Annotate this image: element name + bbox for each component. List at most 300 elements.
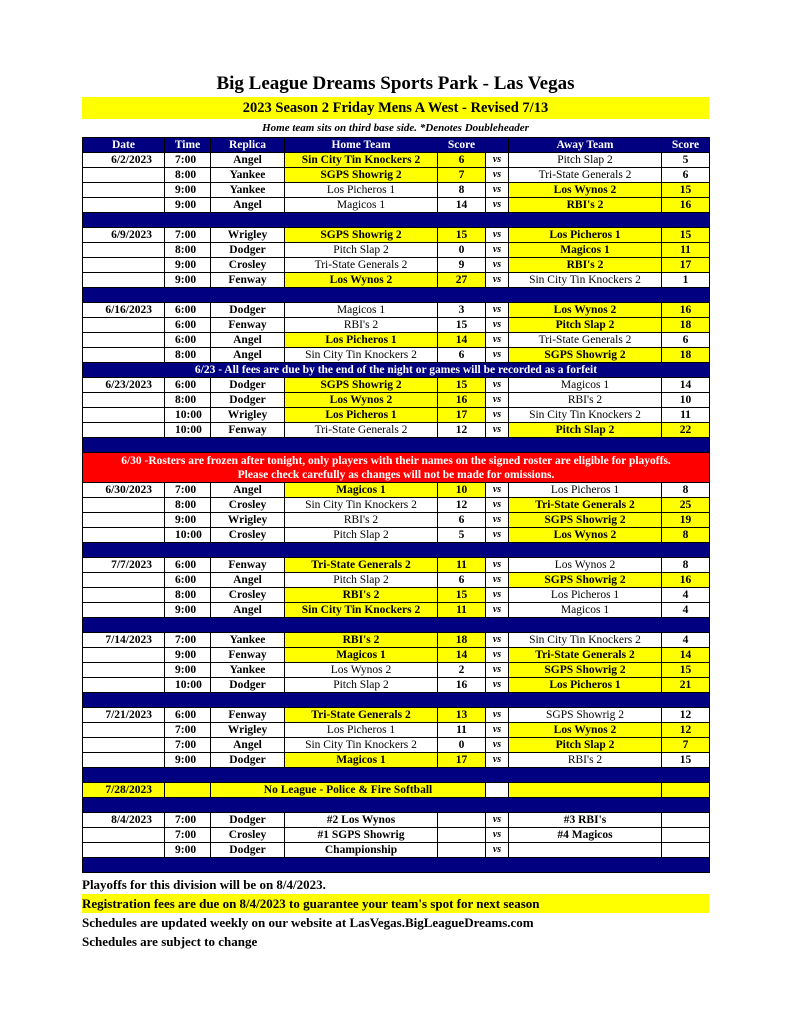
- page-title: Big League Dreams Sports Park - Las Vegas: [216, 73, 575, 94]
- home-team: Magicos 1: [285, 483, 438, 498]
- away-team: Pitch Slap 2: [509, 738, 662, 753]
- away-team: Pitch Slap 2: [509, 318, 662, 333]
- playoff-away: #4 Magicos: [509, 828, 662, 843]
- game-row: [83, 663, 710, 678]
- playoff-home: #1 SGPS Showrig: [285, 828, 438, 843]
- game-time: 9:00: [165, 603, 211, 618]
- game-time: 6:00: [165, 573, 211, 588]
- playoff-time: 7:00: [165, 828, 211, 843]
- no-league-away: [509, 783, 662, 798]
- away-score: 8: [662, 558, 710, 573]
- week-divider: [83, 798, 710, 813]
- week-divider: [83, 693, 710, 708]
- home-score: 14: [438, 333, 486, 348]
- vs-label: vs: [486, 483, 509, 498]
- game-date: [83, 423, 165, 438]
- game-row: [83, 678, 710, 693]
- away-score: 21: [662, 678, 710, 693]
- header-away-team: Away Team: [509, 138, 662, 153]
- game-time: 9:00: [165, 198, 211, 213]
- away-team: Los Wynos 2: [509, 528, 662, 543]
- change-note: Schedules are subject to change: [82, 934, 258, 949]
- playoffs-note: Playoffs for this division will be on 8/4/2023.: [82, 877, 326, 892]
- home-score: 15: [438, 378, 486, 393]
- away-team: Tri-State Generals 2: [509, 648, 662, 663]
- home-team: RBI's 2: [285, 318, 438, 333]
- vs-label: vs: [486, 828, 509, 843]
- game-time: 6:00: [165, 708, 211, 723]
- game-field: Yankee: [211, 168, 285, 183]
- game-date: 6/30/2023: [83, 483, 165, 498]
- game-row: [83, 708, 710, 723]
- vs-label: vs: [486, 168, 509, 183]
- game-row: [83, 153, 710, 168]
- header-replica: Replica: [211, 138, 285, 153]
- game-date: [83, 243, 165, 258]
- away-team: SGPS Showrig 2: [509, 513, 662, 528]
- home-team: Magicos 1: [285, 303, 438, 318]
- fees-notice-text: [83, 363, 710, 378]
- game-field: Yankee: [211, 633, 285, 648]
- home-score: 11: [438, 558, 486, 573]
- game-row: [83, 588, 710, 603]
- game-date: [83, 258, 165, 273]
- game-time: 9:00: [165, 258, 211, 273]
- playoff-field: Dodger: [211, 843, 285, 858]
- game-date: 6/23/2023: [83, 378, 165, 393]
- registration-note: Registration fees are due on 8/4/2023 to guarantee your team's spot for next season: [82, 894, 709, 913]
- away-team: Los Wynos 2: [509, 303, 662, 318]
- away-score: 11: [662, 243, 710, 258]
- game-row: [83, 528, 710, 543]
- vs-label: vs: [486, 423, 509, 438]
- game-field: Fenway: [211, 318, 285, 333]
- home-team: Los Picheros 1: [285, 408, 438, 423]
- no-league-vs: [486, 783, 509, 798]
- game-date: [83, 318, 165, 333]
- week-divider: [83, 438, 710, 453]
- game-row: [83, 738, 710, 753]
- week-divider: [83, 213, 710, 228]
- vs-label: vs: [486, 678, 509, 693]
- game-time: 6:00: [165, 558, 211, 573]
- away-score: 1: [662, 273, 710, 288]
- game-date: [83, 678, 165, 693]
- home-team: Sin City Tin Knockers 2: [285, 153, 438, 168]
- no-league-text: No League - Police & Fire Softball: [211, 783, 486, 798]
- game-time: 10:00: [165, 423, 211, 438]
- game-field: Angel: [211, 573, 285, 588]
- game-date: 7/7/2023: [83, 558, 165, 573]
- game-date: [83, 648, 165, 663]
- game-row: [83, 243, 710, 258]
- header-home-team: Home Team: [285, 138, 438, 153]
- away-score: 18: [662, 318, 710, 333]
- away-team: Los Picheros 1: [509, 588, 662, 603]
- away-team: Magicos 1: [509, 378, 662, 393]
- game-field: Dodger: [211, 678, 285, 693]
- home-team: Sin City Tin Knockers 2: [285, 738, 438, 753]
- schedule-sheet: [82, 72, 709, 951]
- vs-label: vs: [486, 198, 509, 213]
- home-team: Sin City Tin Knockers 2: [285, 348, 438, 363]
- game-row: [83, 273, 710, 288]
- home-score: 3: [438, 303, 486, 318]
- game-row: [83, 378, 710, 393]
- no-league-time: [165, 783, 211, 798]
- vs-label: vs: [486, 813, 509, 828]
- home-team: Los Picheros 1: [285, 723, 438, 738]
- away-team: SGPS Showrig 2: [509, 663, 662, 678]
- game-field: Angel: [211, 738, 285, 753]
- game-time: 7:00: [165, 723, 211, 738]
- home-score: 15: [438, 228, 486, 243]
- playoff-time: 9:00: [165, 843, 211, 858]
- game-row: [83, 303, 710, 318]
- game-field: Dodger: [211, 243, 285, 258]
- vs-label: vs: [486, 243, 509, 258]
- game-date: [83, 663, 165, 678]
- vs-label: vs: [486, 558, 509, 573]
- home-team: Pitch Slap 2: [285, 573, 438, 588]
- game-time: 9:00: [165, 273, 211, 288]
- away-team: RBI's 2: [509, 393, 662, 408]
- game-date: 6/2/2023: [83, 153, 165, 168]
- game-field: Angel: [211, 198, 285, 213]
- vs-label: vs: [486, 228, 509, 243]
- home-team: Pitch Slap 2: [285, 678, 438, 693]
- away-score: 7: [662, 738, 710, 753]
- game-field: Angel: [211, 348, 285, 363]
- game-date: [83, 168, 165, 183]
- game-row: [83, 348, 710, 363]
- away-score: 6: [662, 333, 710, 348]
- away-team: RBI's 2: [509, 258, 662, 273]
- home-score: 12: [438, 498, 486, 513]
- away-score: 15: [662, 183, 710, 198]
- game-date: [83, 498, 165, 513]
- vs-label: vs: [486, 528, 509, 543]
- away-score: 25: [662, 498, 710, 513]
- game-date: [83, 273, 165, 288]
- vs-label: vs: [486, 513, 509, 528]
- vs-label: vs: [486, 333, 509, 348]
- header-time: Time: [165, 138, 211, 153]
- game-date: [83, 408, 165, 423]
- vs-label: vs: [486, 663, 509, 678]
- playoff-time: 7:00: [165, 813, 211, 828]
- header-date: Date: [83, 138, 165, 153]
- home-team: Magicos 1: [285, 753, 438, 768]
- week-divider: [83, 288, 710, 303]
- game-row: [83, 333, 710, 348]
- home-team: Los Picheros 1: [285, 333, 438, 348]
- away-team: RBI's 2: [509, 753, 662, 768]
- vs-label: vs: [486, 498, 509, 513]
- divider-cell: [83, 768, 710, 783]
- game-date: [83, 588, 165, 603]
- home-team: SGPS Showrig 2: [285, 228, 438, 243]
- playoff-date: [83, 828, 165, 843]
- home-score: 13: [438, 708, 486, 723]
- game-field: Angel: [211, 153, 285, 168]
- divider-cell: [83, 618, 710, 633]
- game-field: Dodger: [211, 753, 285, 768]
- divider-cell: [83, 858, 710, 873]
- home-score: 5: [438, 528, 486, 543]
- game-row: [83, 573, 710, 588]
- playoff-away-score: [662, 813, 710, 828]
- game-time: 7:00: [165, 738, 211, 753]
- roster-notice-line: Please check carefully as changes will not be made for omissions.: [237, 468, 555, 481]
- home-team: Los Wynos 2: [285, 663, 438, 678]
- away-score: 6: [662, 168, 710, 183]
- game-field: Crosley: [211, 528, 285, 543]
- divider-cell: [83, 543, 710, 558]
- away-score: 8: [662, 483, 710, 498]
- home-score: 16: [438, 393, 486, 408]
- game-time: 9:00: [165, 513, 211, 528]
- home-score: 6: [438, 573, 486, 588]
- game-time: 7:00: [165, 483, 211, 498]
- game-time: 6:00: [165, 333, 211, 348]
- schedule-table: [82, 137, 710, 873]
- away-team: RBI's 2: [509, 198, 662, 213]
- game-row: [83, 558, 710, 573]
- game-time: 9:00: [165, 183, 211, 198]
- game-time: 10:00: [165, 408, 211, 423]
- game-date: 6/16/2023: [83, 303, 165, 318]
- away-team: Pitch Slap 2: [509, 423, 662, 438]
- playoff-date: 8/4/2023: [83, 813, 165, 828]
- home-score: 11: [438, 603, 486, 618]
- away-score: 16: [662, 198, 710, 213]
- game-row: [83, 258, 710, 273]
- vs-label: vs: [486, 183, 509, 198]
- game-date: [83, 513, 165, 528]
- divider-cell: [83, 213, 710, 228]
- game-time: 9:00: [165, 648, 211, 663]
- game-row: [83, 753, 710, 768]
- game-row: [83, 513, 710, 528]
- game-field: Wrigley: [211, 408, 285, 423]
- game-date: 6/9/2023: [83, 228, 165, 243]
- away-team: Tri-State Generals 2: [509, 168, 662, 183]
- home-team: Magicos 1: [285, 198, 438, 213]
- home-score: 10: [438, 483, 486, 498]
- home-team: Sin City Tin Knockers 2: [285, 603, 438, 618]
- game-date: [83, 603, 165, 618]
- playoff-home-score: [438, 813, 486, 828]
- game-field: Fenway: [211, 273, 285, 288]
- game-field: Wrigley: [211, 228, 285, 243]
- week-divider: [83, 858, 710, 873]
- game-date: [83, 738, 165, 753]
- away-score: 4: [662, 603, 710, 618]
- game-field: Crosley: [211, 588, 285, 603]
- game-field: Dodger: [211, 303, 285, 318]
- game-field: Angel: [211, 333, 285, 348]
- away-team: Los Wynos 2: [509, 183, 662, 198]
- game-time: 10:00: [165, 678, 211, 693]
- away-team: Los Picheros 1: [509, 228, 662, 243]
- vs-label: vs: [486, 258, 509, 273]
- away-score: 12: [662, 708, 710, 723]
- home-score: 0: [438, 243, 486, 258]
- home-team: Los Wynos 2: [285, 393, 438, 408]
- game-field: Crosley: [211, 498, 285, 513]
- away-score: 4: [662, 588, 710, 603]
- home-score: 12: [438, 423, 486, 438]
- game-time: 7:00: [165, 228, 211, 243]
- home-team-note: Home team sits on third base side. *Denotes Doubleheader: [262, 122, 529, 134]
- game-date: [83, 333, 165, 348]
- roster-notice-line: 6/30 -Rosters are frozen after tonight, only players with their names on the signed roster are eligible for playoffs.: [121, 454, 671, 467]
- playoff-away: #3 RBI's: [509, 813, 662, 828]
- game-field: Yankee: [211, 663, 285, 678]
- vs-label: vs: [486, 708, 509, 723]
- home-score: 0: [438, 738, 486, 753]
- home-score: 16: [438, 678, 486, 693]
- game-time: 8:00: [165, 348, 211, 363]
- home-score: 15: [438, 318, 486, 333]
- away-team: Tri-State Generals 2: [509, 333, 662, 348]
- home-score: 27: [438, 273, 486, 288]
- vs-label: vs: [486, 318, 509, 333]
- divider-cell: [83, 288, 710, 303]
- away-score: 10: [662, 393, 710, 408]
- game-time: 6:00: [165, 378, 211, 393]
- week-divider: [83, 618, 710, 633]
- home-team: SGPS Showrig 2: [285, 168, 438, 183]
- away-score: 14: [662, 648, 710, 663]
- game-row: [83, 483, 710, 498]
- game-date: 7/14/2023: [83, 633, 165, 648]
- divider-cell: [83, 798, 710, 813]
- home-score: 11: [438, 723, 486, 738]
- away-team: Los Picheros 1: [509, 678, 662, 693]
- home-team: Tri-State Generals 2: [285, 708, 438, 723]
- game-row: [83, 633, 710, 648]
- game-row: [83, 648, 710, 663]
- vs-label: vs: [486, 723, 509, 738]
- home-score: 7: [438, 168, 486, 183]
- game-field: Wrigley: [211, 723, 285, 738]
- game-field: Fenway: [211, 558, 285, 573]
- game-date: [83, 198, 165, 213]
- home-team: Magicos 1: [285, 648, 438, 663]
- home-team: RBI's 2: [285, 588, 438, 603]
- header-row: [83, 138, 710, 153]
- vs-label: vs: [486, 738, 509, 753]
- playoff-away: [509, 843, 662, 858]
- vs-label: vs: [486, 378, 509, 393]
- playoff-home-score: [438, 843, 486, 858]
- away-score: 11: [662, 408, 710, 423]
- vs-label: vs: [486, 303, 509, 318]
- home-score: 14: [438, 198, 486, 213]
- vs-label: vs: [486, 648, 509, 663]
- game-row: [83, 183, 710, 198]
- playoff-field: Dodger: [211, 813, 285, 828]
- away-team: Sin City Tin Knockers 2: [509, 273, 662, 288]
- game-time: 8:00: [165, 588, 211, 603]
- away-score: 16: [662, 573, 710, 588]
- away-team: Magicos 1: [509, 603, 662, 618]
- header-home-score: Score: [438, 138, 486, 153]
- vs-label: vs: [486, 153, 509, 168]
- game-field: Dodger: [211, 393, 285, 408]
- game-time: 8:00: [165, 393, 211, 408]
- home-team: RBI's 2: [285, 633, 438, 648]
- game-field: Angel: [211, 483, 285, 498]
- vs-label: vs: [486, 393, 509, 408]
- game-time: 6:00: [165, 318, 211, 333]
- game-date: [83, 723, 165, 738]
- game-time: 10:00: [165, 528, 211, 543]
- season-subtitle: 2023 Season 2 Friday Mens A West - Revised 7/13: [82, 97, 709, 119]
- playoff-field: Crosley: [211, 828, 285, 843]
- away-score: 18: [662, 348, 710, 363]
- game-date: [83, 183, 165, 198]
- home-team: RBI's 2: [285, 513, 438, 528]
- game-time: 8:00: [165, 168, 211, 183]
- week-divider: [83, 768, 710, 783]
- roster-notice-text: [83, 453, 710, 483]
- divider-cell: [83, 438, 710, 453]
- home-score: 6: [438, 348, 486, 363]
- home-score: 9: [438, 258, 486, 273]
- home-score: 17: [438, 753, 486, 768]
- home-score: 15: [438, 588, 486, 603]
- website-note: Schedules are updated weekly on our website at LasVegas.BigLeagueDreams.com: [82, 915, 534, 930]
- home-team: Pitch Slap 2: [285, 243, 438, 258]
- playoff-home: #2 Los Wynos: [285, 813, 438, 828]
- game-row: [83, 408, 710, 423]
- no-league-date: 7/28/2023: [83, 783, 165, 798]
- game-row: [83, 723, 710, 738]
- away-score: 17: [662, 258, 710, 273]
- game-time: 9:00: [165, 663, 211, 678]
- away-score: 22: [662, 423, 710, 438]
- game-time: 8:00: [165, 243, 211, 258]
- game-time: 8:00: [165, 498, 211, 513]
- game-time: 9:00: [165, 753, 211, 768]
- vs-label: vs: [486, 273, 509, 288]
- home-team: Tri-State Generals 2: [285, 258, 438, 273]
- fees-notice-line: 6/23 - All fees are due by the end of the night or games will be recorded as a forfeit: [194, 364, 598, 376]
- game-field: Fenway: [211, 648, 285, 663]
- away-team: Los Wynos 2: [509, 558, 662, 573]
- game-row: [83, 498, 710, 513]
- away-team: Magicos 1: [509, 243, 662, 258]
- home-score: 14: [438, 648, 486, 663]
- away-team: Los Picheros 1: [509, 483, 662, 498]
- schedule-body: [83, 153, 710, 873]
- away-team: Sin City Tin Knockers 2: [509, 408, 662, 423]
- away-team: Pitch Slap 2: [509, 153, 662, 168]
- game-field: Wrigley: [211, 513, 285, 528]
- game-field: Dodger: [211, 378, 285, 393]
- game-field: Fenway: [211, 423, 285, 438]
- no-league-away-score: [662, 783, 710, 798]
- game-time: 7:00: [165, 633, 211, 648]
- away-score: 19: [662, 513, 710, 528]
- home-score: 6: [438, 513, 486, 528]
- week-divider: [83, 543, 710, 558]
- home-team: Los Wynos 2: [285, 273, 438, 288]
- game-row: [83, 318, 710, 333]
